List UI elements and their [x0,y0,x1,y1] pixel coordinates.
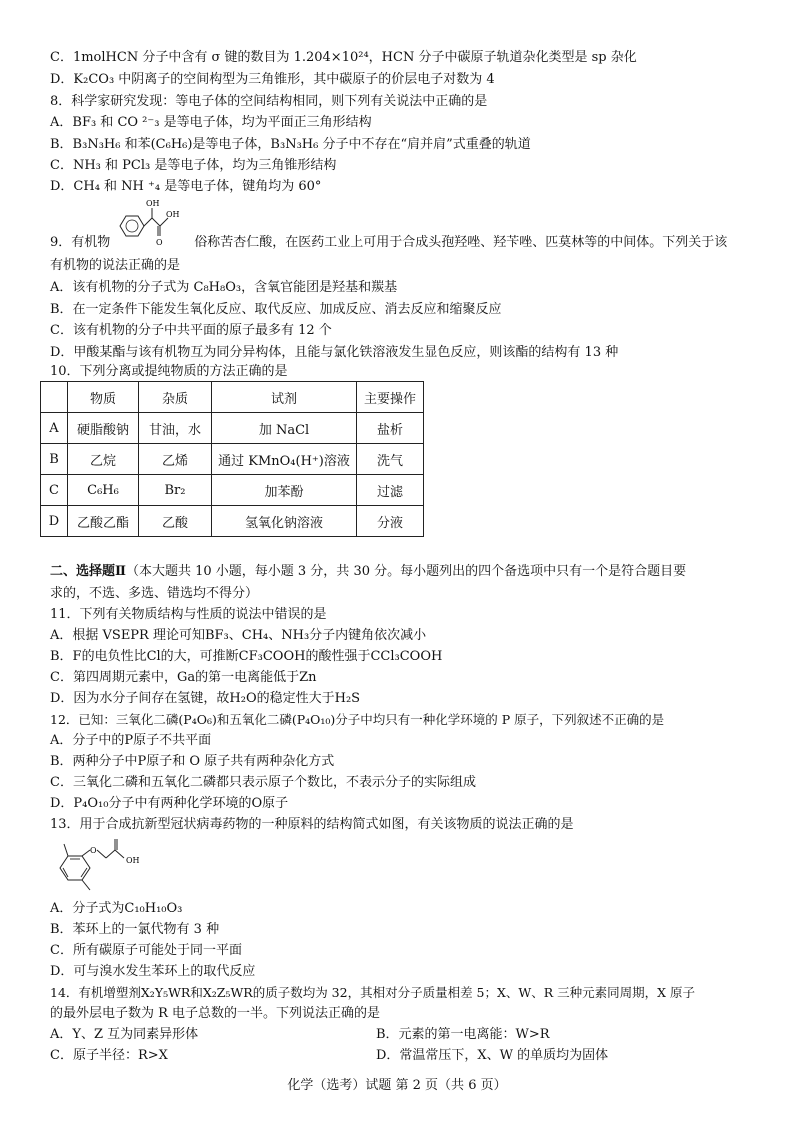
table-row [41,506,424,537]
table-cell: D [41,506,68,537]
table-header-cell: 试剂 [212,382,357,413]
table-cell: 甘油，水 [139,413,212,444]
table-row [41,444,424,475]
table-header-cell: 主要操作 [357,382,424,413]
q9-stem-post: 俗称苦杏仁酸，在医药工业上可用于合成头孢羟唑、羟苄唑、匹莫林等的中间体。下列关于该 [194,235,728,250]
q9-stem-cont: 有机物的说法正确的是 [50,258,181,273]
q13-option-b: B．苯环上的一氯代物有 3 种 [50,922,220,937]
q7-option-d: D．K₂CO₃ 中阴离子的空间构型为三角锥形，其中碳原子的价层电子对数为 4 [50,72,495,87]
q11-option-d: D．因为水分子间存在氢键，故H₂O的稳定性大于H₂S [50,691,361,706]
q8-option-a: A．BF₃ 和 CO ²⁻₃ 是等电子体，均为平面正三角形结构 [50,115,372,130]
table-cell: 分液 [357,506,424,537]
q10-table [40,381,424,537]
table-cell: 洗气 [357,444,424,475]
q9-option-d: D．甲酸某酯与该有机物互为同分异构体，且能与氯化铁溶液发生显色反应，则该酯的结构有 13 种 [50,345,619,360]
table-cell: A [41,413,68,444]
q7-option-c: C．1molHCN 分子中含有 σ 键的数目为 1.204×10²⁴，HCN 分子中碳原子轨道杂化类型是 sp 杂化 [50,50,637,65]
q8-option-d: D．CH₄ 和 NH ⁺₄ 是等电子体，键角均为 60° [50,179,322,194]
q13-option-c: C．所有碳原子可能处于同一平面 [50,943,242,958]
q9-stem-pre: 9．有机物 [50,235,111,250]
q12-option-b: B．两种分子中P原子和 O 原子共有两种杂化方式 [50,754,335,769]
section-2-instructions: （本大题共 10 小题，每小题 3 分，共 30 分。每小题列出的四个备选项中只有一个是符合题目要 [125,564,687,579]
q11-option-b: B．F的电负性比Cl的大，可推断CF₃COOH的酸性强于CCl₃COOH [50,649,443,664]
table-cell: 通过 KMnO₄(H⁺)溶液 [212,444,357,475]
table-cell: 过滤 [357,475,424,506]
table-cell: C [41,475,68,506]
q14-stem: 14．有机增塑剂X₂Y₅WR和X₂Z₅WR的质子数均为 32，其相对分子质量相差 5；X、W、R 三种元素同周期，X 原子 [50,985,696,1000]
page-footer: 化学（选考）试题 第 2 页（共 6 页） [287,1078,507,1093]
table-header-cell: 物质 [68,382,139,413]
table-cell: 乙烯 [139,444,212,475]
table-cell: 乙酸 [139,506,212,537]
table-header-cell [41,382,68,413]
q12-option-c: C．三氧化二磷和五氧化二磷都只表示原子个数比，不表示分子的实际组成 [50,775,476,790]
mol13-o-label: O [90,846,97,855]
q12-option-d: D．P₄O₁₀分子中有两种化学环境的O原子 [50,796,289,811]
mol9-oh2-label: OH [166,210,180,219]
table-cell: 硬脂酸钠 [68,413,139,444]
q13-stem: 13．用于合成抗新型冠状病毒药物的一种原料的结构简式如图，有关该物质的说法正确的是 [50,817,574,832]
q11-stem: 11．下列有关物质结构与性质的说法中错误的是 [50,607,327,622]
q9-option-c: C．该有机物的分子中共平面的原子最多有 12 个 [50,323,332,338]
q13-option-d: D．可与溴水发生苯环上的取代反应 [50,964,256,979]
mol9-oh1-label: OH [146,199,160,208]
q14-option-d: D．常温常压下，X、W 的单质均为固体 [376,1048,609,1063]
table-header-row [41,382,424,413]
q9-option-b: B．在一定条件下能发生氧化反应、取代反应、加成反应、消去反应和缩聚反应 [50,302,502,317]
q14-options-row1 [50,1025,764,1045]
q11-option-c: C．第四周期元素中，Ga的第一电离能低于Zn [50,670,317,685]
q12-option-a: A．分子中的P原子不共平面 [50,733,212,748]
table-cell: 氢氧化钠溶液 [212,506,357,537]
q13-option-a: A．分子式为C₁₀H₁₀O₃ [50,901,183,916]
q8-option-c: C．NH₃ 和 PCl₃ 是等电子体，均为三角锥形结构 [50,158,337,173]
q10-stem: 10．下列分离或提纯物质的方法正确的是 [50,364,288,379]
table-cell: B [41,444,68,475]
section-2-instructions-cont: 求的，不选、多选、错选均不得分） [50,586,259,601]
q14-option-a: A．Y、Z 互为同素异形体 [50,1027,199,1042]
table-cell: 乙酸乙酯 [68,506,139,537]
q14-option-b: B．元素的第一电离能：W>R [376,1027,550,1042]
q9-stem [50,233,764,253]
q8-option-b: B．B₃N₃H₆ 和苯(C₆H₆)是等电子体，B₃N₃H₆ 分子中不存在“肩并肩”式重叠的轨道 [50,137,531,152]
q14-stem-cont: 的最外层电子数为 R 电子总数的一半。下列说法正确的是 [50,1006,381,1021]
q12-stem: 12．已知：三氧化二磷(P₄O₆)和五氧化二磷(P₄O₁₀)分子中均只有一种化学环境的 P 原子，下列叙述不正确的是 [50,712,665,727]
q14-option-c: C．原子半径：R>X [50,1048,168,1063]
table-cell: C₆H₆ [68,475,139,506]
table-cell: 加苯酚 [212,475,357,506]
q14-options-row2 [50,1046,764,1066]
q9-option-a: A．该有机物的分子式为 C₈H₈O₃，含氧官能团是羟基和羰基 [50,280,398,295]
table-cell: 加 NaCl [212,413,357,444]
mol9-o-label: O [156,238,163,247]
mol13-oh-label: OH [126,856,140,865]
section-2-header [50,562,764,582]
table-row [41,413,424,444]
q11-option-a: A．根据 VSEPR 理论可知BF₃、CH₄、NH₃分子内键角依次减小 [50,628,427,643]
section-2-title: 二、选择题Ⅱ [50,564,126,579]
table-row [41,475,424,506]
table-cell: 乙烷 [68,444,139,475]
table-cell: 盐析 [357,413,424,444]
table-header-cell: 杂质 [139,382,212,413]
table-cell: Br₂ [139,475,212,506]
aryloxyacetic-acid-structure [52,836,162,896]
q8-stem: 8．科学家研究发现：等电子体的空间结构相同，则下列有关说法中正确的是 [50,94,488,109]
